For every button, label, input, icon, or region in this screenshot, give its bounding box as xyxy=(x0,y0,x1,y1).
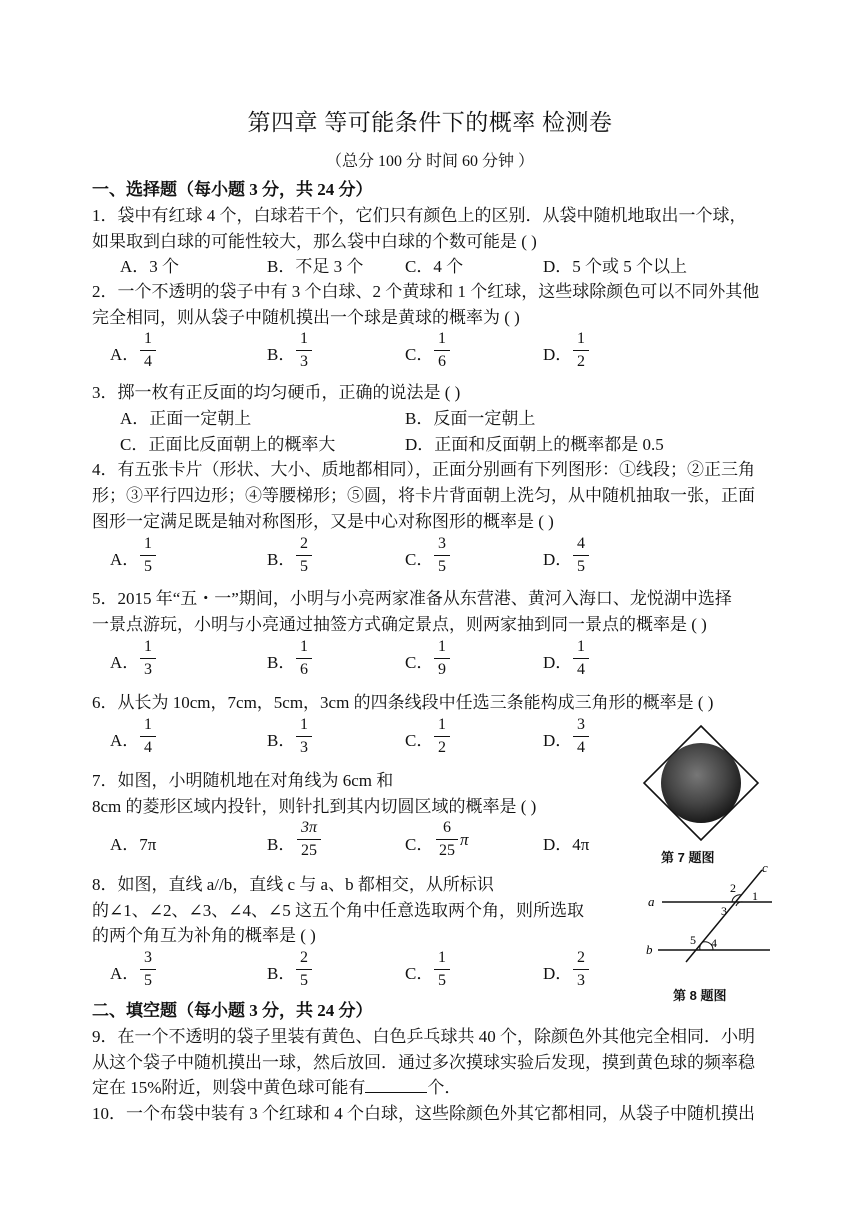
q2-option-c-label: C． xyxy=(405,345,434,364)
q5-text-line2: 一景点游玩，小明与小亮通过抽签方式确定景点，则两家抽到同一景点的概率是 ( ) xyxy=(92,615,707,634)
q8-option-c-label: C． xyxy=(405,964,434,983)
label-b: b xyxy=(646,942,653,957)
q7-option-b-label: B． xyxy=(267,835,296,854)
page-title: 第四章 等可能条件下的概率 检测卷 xyxy=(247,110,613,135)
q7-option-b-fraction: 3π 25 xyxy=(297,818,321,861)
q2-option-a-label: A． xyxy=(110,345,140,364)
figure-7-caption: 第 7 题图 xyxy=(661,850,715,865)
label-angle-5: 5 xyxy=(690,933,696,947)
q6-option-b-fraction: 1 3 xyxy=(296,715,312,758)
exam-info: （总分 100 分 时间 60 分钟 ） xyxy=(325,153,534,170)
q8-option-d-label: D． xyxy=(543,964,573,983)
figure-8-caption: 第 8 题图 xyxy=(673,988,727,1003)
q4-option-d-fraction: 4 5 xyxy=(573,534,589,577)
q10-text-line1: 10．一个布袋中装有 3 个红球和 4 个白球，这些除颜色外其它都相同，从袋子中随机摸出 xyxy=(92,1104,755,1123)
q5-option-d-fraction: 1 4 xyxy=(573,637,589,680)
q9-text-before-blank: 定在 15%附近，则袋中黄色球可能有 xyxy=(92,1078,366,1097)
q4-text-line3: 图形一定满足既是轴对称图形，又是中心对称图形的概率是 ( ) xyxy=(92,512,554,531)
q9-text-line2: 从这个袋子中随机摸出一球，然后放回．通过多次摸球实验后发现，摸到黄色球的频率稳 xyxy=(92,1053,755,1072)
q7-text-line2: 8cm 的菱形区域内投针，则针扎到其内切圆区域的概率是 ( ) xyxy=(92,797,537,816)
q1-option-a: A．3 个 xyxy=(120,257,180,276)
q9-text-line3 xyxy=(92,1073,461,1098)
q7-text-line1: 7．如图，小明随机地在对角线为 6cm 和 xyxy=(92,771,394,790)
figure-8-parallel-lines xyxy=(640,862,775,967)
q3-option-a: A．正面一定朝上 xyxy=(120,409,252,428)
q6-text-line1: 6．从长为 10cm，7cm，5cm，3cm 的四条线段中任选三条能构成三角形的概率是 ( ) xyxy=(92,693,714,712)
label-angle-4: 4 xyxy=(711,936,717,950)
q5-option-a-fraction: 1 3 xyxy=(140,637,156,680)
q5-option-b-label: B． xyxy=(267,653,296,672)
label-c: c xyxy=(762,862,768,875)
q1-option-d: D．5 个或 5 个以上 xyxy=(543,257,688,276)
label-angle-3: 3 xyxy=(721,904,727,918)
q3-text-line1: 3．掷一枚有正反面的均匀硬币，正确的说法是 ( ) xyxy=(92,383,461,402)
q5-option-c-fraction: 1 9 xyxy=(434,637,450,680)
q5-option-b-fraction: 1 6 xyxy=(296,637,312,680)
q8-option-a-label: A． xyxy=(110,964,140,983)
q8-option-d-fraction: 2 3 xyxy=(573,948,589,991)
q6-option-c-fraction: 1 2 xyxy=(434,715,450,758)
q5-text-line1: 5．2015 年“五・一”期间，小明与小亮两家准备从东营港、黄河入海口、龙悦湖中选择 xyxy=(92,589,732,608)
label-a: a xyxy=(648,894,655,909)
q7-option-c-pi: π xyxy=(460,830,469,849)
q6-option-b-label: B． xyxy=(267,731,296,750)
q1-text-line1: 1．袋中有红球 4 个，白球若干个，它们只有颜色上的区别．从袋中随机地取出一个球， xyxy=(92,206,747,225)
q2-text-line1: 2．一个不透明的袋子中有 3 个白球、2 个黄球和 1 个红球，这些球除颜色可以不同外其他 xyxy=(92,282,760,301)
q8-text-line3: 的两个角互为补角的概率是 ( ) xyxy=(92,926,316,945)
q7-option-d: D．4π xyxy=(543,835,590,854)
q1-option-b: B．不足 3 个 xyxy=(267,257,364,276)
q3-option-b: B．反面一定朝上 xyxy=(405,409,536,428)
q2-option-b-label: B． xyxy=(267,345,296,364)
q4-option-a-label: A． xyxy=(110,550,140,569)
q6-option-d-fraction: 3 4 xyxy=(573,715,589,758)
q6-option-d-label: D． xyxy=(543,731,573,750)
q2-text-line2: 完全相同，则从袋子中随机摸出一个球是黄球的概率为 ( ) xyxy=(92,308,520,327)
q4-option-a-fraction: 1 5 xyxy=(140,534,156,577)
label-angle-2: 2 xyxy=(730,881,736,895)
q5-option-d-label: D． xyxy=(543,653,573,672)
q7-option-c-fraction: 6 25 xyxy=(436,818,458,861)
q9-answer-blank[interactable] xyxy=(365,1078,427,1093)
q1-text-line2: 如果取到白球的可能性较大，那么袋中白球的个数可能是 ( ) xyxy=(92,232,537,251)
q6-option-a-fraction: 1 4 xyxy=(140,715,156,758)
inscribed-circle xyxy=(661,743,741,823)
q9-text-after-blank: 个． xyxy=(427,1078,462,1097)
q3-option-c: C．正面比反面朝上的概率大 xyxy=(120,435,336,454)
q6-option-c-label: C． xyxy=(405,731,434,750)
q5-option-a-label: A． xyxy=(110,653,140,672)
label-angle-1: 1 xyxy=(752,889,758,903)
q4-text-line1: 4．有五张卡片（形状、大小、质地都相同），正面分别画有下列图形：①线段；②正三角 xyxy=(92,460,755,479)
q4-option-b-fraction: 2 5 xyxy=(296,534,312,577)
q8-text-line2: 的∠1、∠2、∠3、∠4、∠5 这五个角中任意选取两个角，则所选取 xyxy=(92,901,584,920)
q4-option-b-label: B． xyxy=(267,550,296,569)
q2-option-a-fraction: 1 4 xyxy=(140,329,156,372)
q3-option-d: D．正面和反面朝上的概率都是 0.5 xyxy=(405,435,664,454)
q8-option-b-fraction: 2 5 xyxy=(296,948,312,991)
q4-option-d-label: D． xyxy=(543,550,573,569)
q2-option-d-fraction: 1 2 xyxy=(573,329,589,372)
q1-option-c: C．4 个 xyxy=(405,257,464,276)
q8-option-a-fraction: 3 5 xyxy=(140,948,156,991)
q6-option-a-label: A． xyxy=(110,731,140,750)
q2-option-b-fraction: 1 3 xyxy=(296,329,312,372)
q2-option-c-fraction: 1 6 xyxy=(434,329,450,372)
q2-option-d-label: D． xyxy=(543,345,573,364)
q5-option-c-label: C． xyxy=(405,653,434,672)
section-heading-fill: 二、填空题（每小题 3 分，共 24 分） xyxy=(92,1001,373,1020)
q7-option-a: A．7π xyxy=(110,835,157,854)
q4-text-line2: 形；③平行四边形；④等腰梯形；⑤圆，将卡片背面朝上洗匀，从中随机抽取一张，正面 xyxy=(92,486,755,505)
q8-text-line1: 8．如图，直线 a//b，直线 c 与 a、b 都相交，从所标识 xyxy=(92,875,494,894)
q7-option-c-label: C． xyxy=(405,835,434,854)
q8-option-c-fraction: 1 5 xyxy=(434,948,450,991)
q8-option-b-label: B． xyxy=(267,964,296,983)
figure-7-rhombus-circle xyxy=(640,722,770,844)
section-heading-choice: 一、选择题（每小题 3 分，共 24 分） xyxy=(92,180,373,199)
q4-option-c-fraction: 3 5 xyxy=(434,534,450,577)
q9-text-line1: 9．在一个不透明的袋子里装有黄色、白色乒乓球共 40 个，除颜色外其他完全相同．小明 xyxy=(92,1027,755,1046)
q4-option-c-label: C． xyxy=(405,550,434,569)
